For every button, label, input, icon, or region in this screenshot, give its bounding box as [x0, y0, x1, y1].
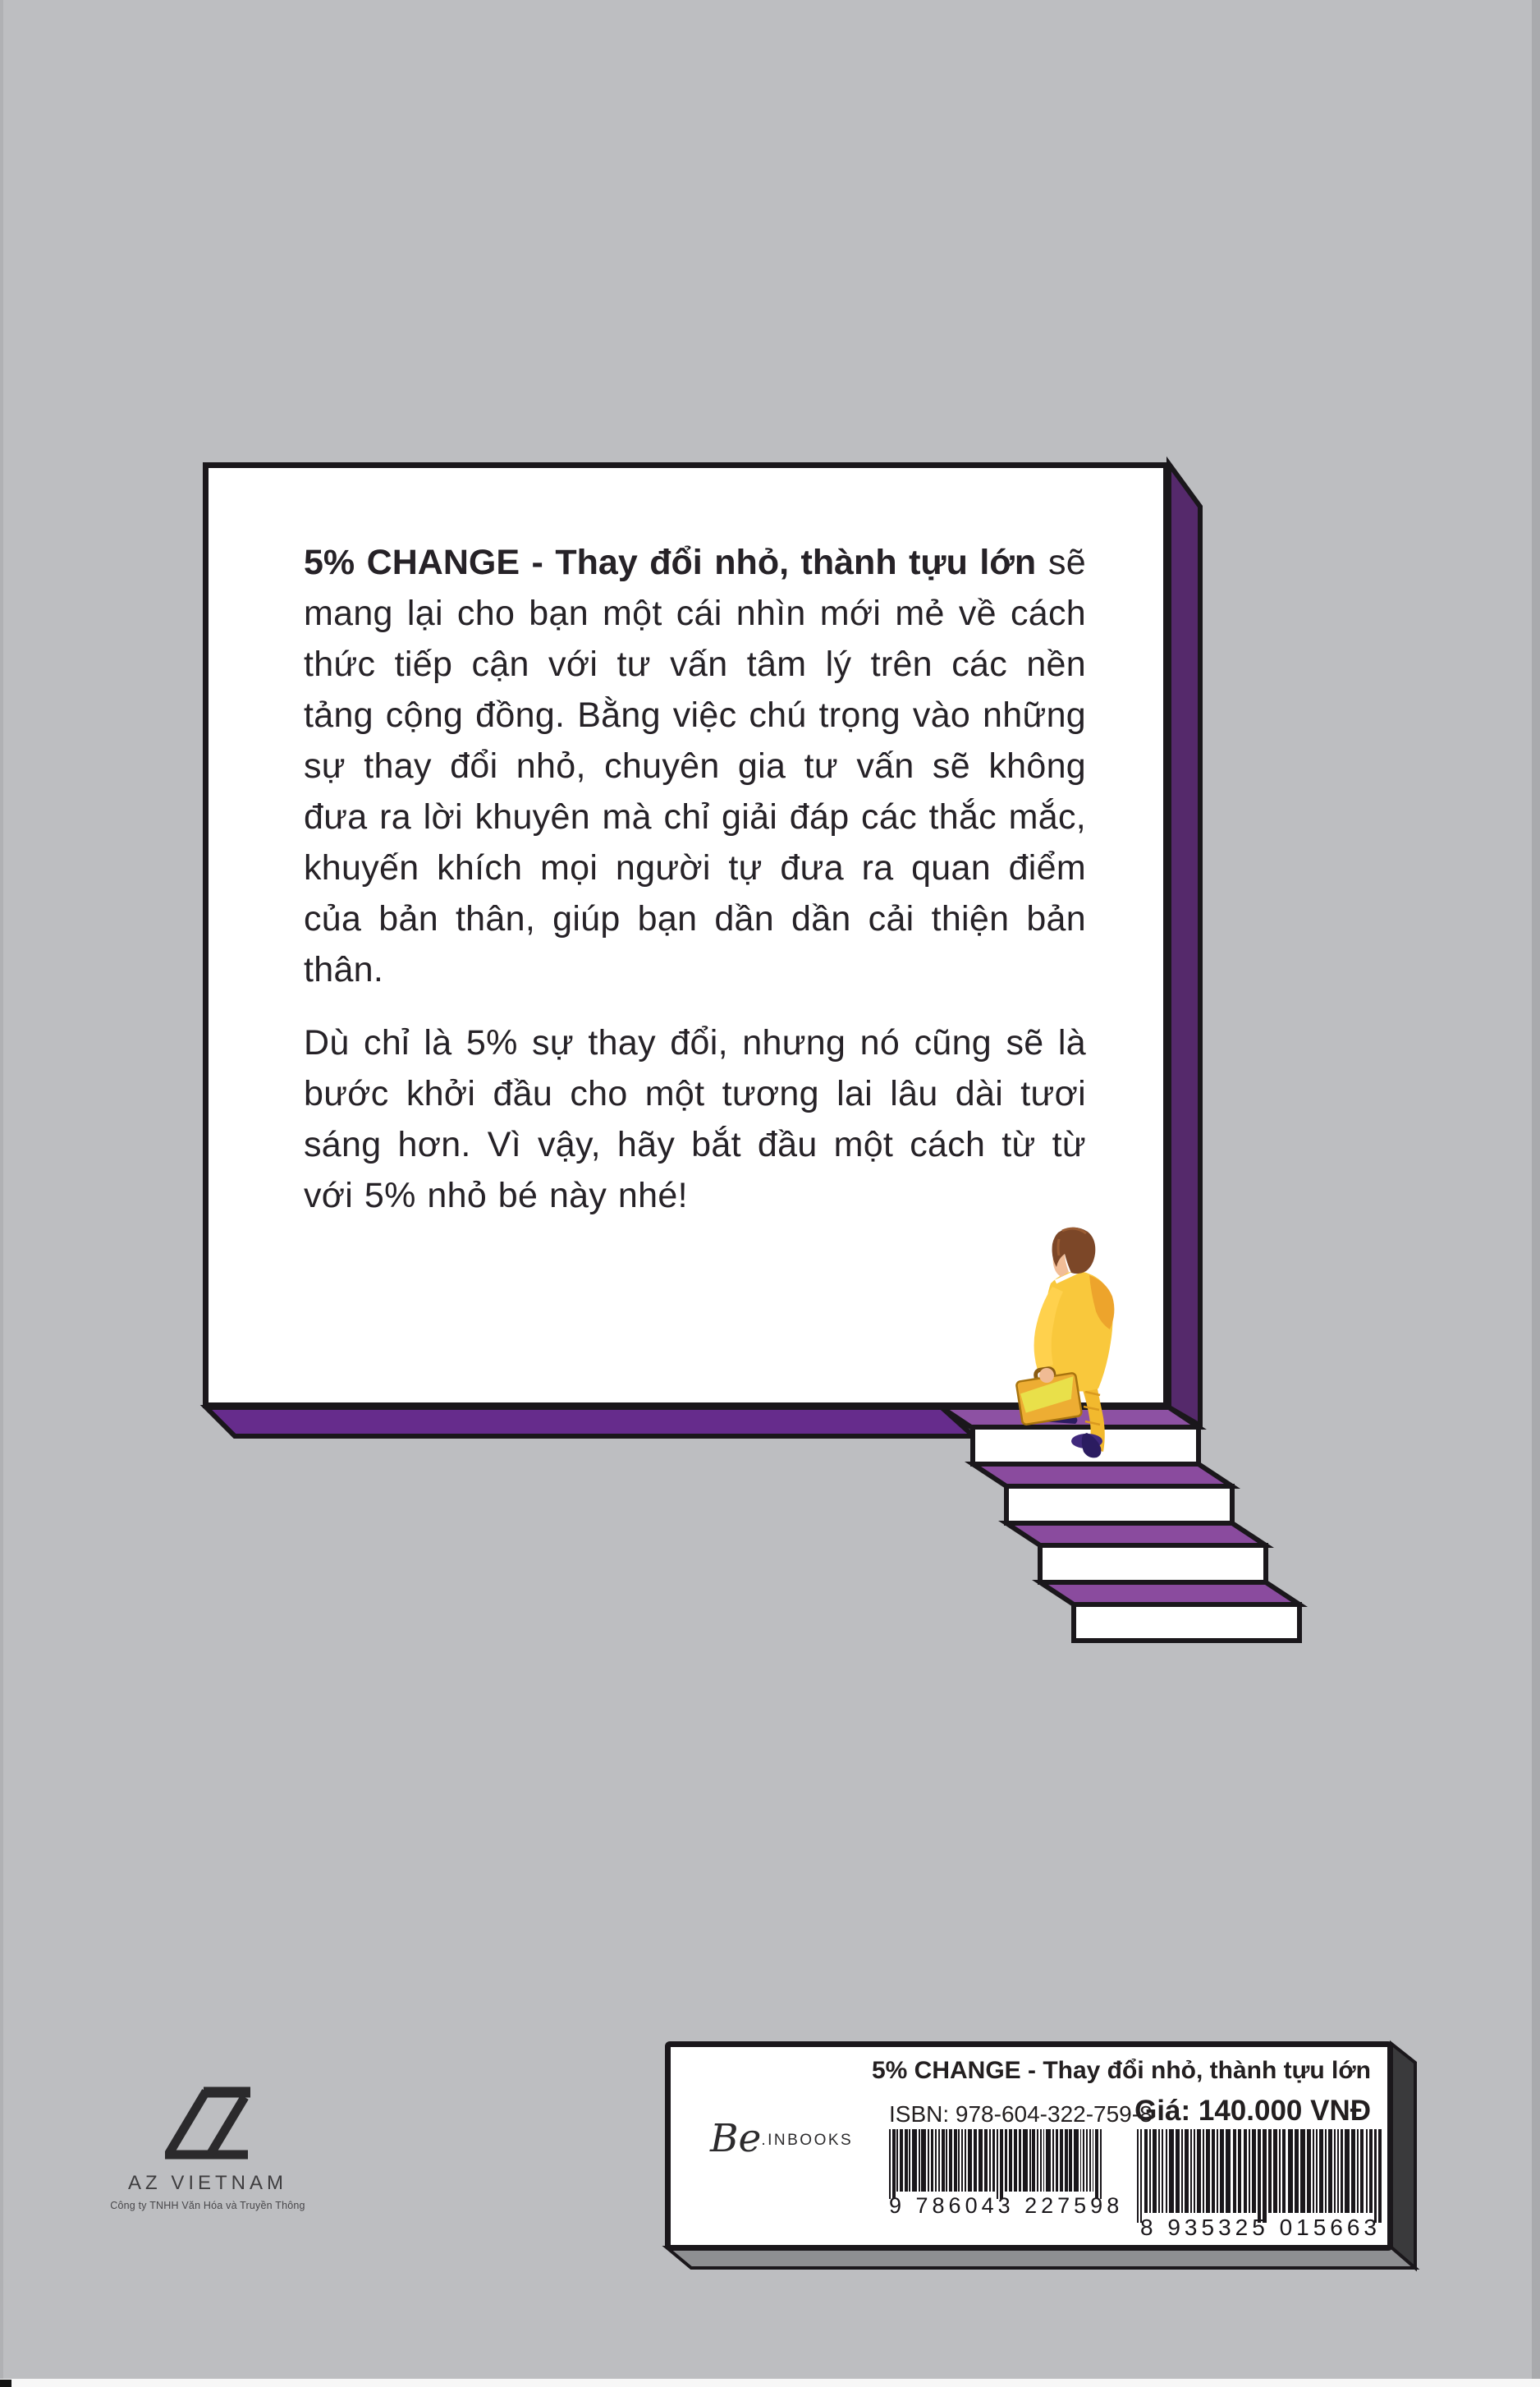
- blurb-paragraph-2: Dù chỉ là 5% sự thay đổi, nhưng nó cũng sẽ là bước khởi đầu cho một tương lai lâu dài tươi sáng hơn. Vì vậy, hãy bắt đầu một cách từ từ với 5% nhỏ bé này nhé!: [304, 1023, 1086, 1215]
- panel-book-title: 5% CHANGE - Thay đổi nhỏ, thành tựu lớn: [871, 2057, 1371, 2084]
- blurb-text-block: [209, 468, 1163, 1221]
- publisher-subtitle: Công ty TNHH Văn Hóa và Truyền Thông: [110, 2200, 305, 2211]
- beinbooks-script: Be: [710, 2116, 762, 2161]
- ean-barcode: [1137, 2129, 1384, 2241]
- ean-barcode-digits: 8 935325 015663: [1140, 2215, 1381, 2240]
- az-triangle-icon: [165, 2084, 250, 2160]
- publisher-logo: [105, 2084, 310, 2211]
- barcode-panel: [665, 2041, 1393, 2251]
- isbn-barcode: [889, 2129, 1124, 2219]
- beinbooks-rest: .INBOOKS: [761, 2132, 854, 2149]
- panel-side-face: [1391, 2044, 1415, 2268]
- blurb-paragraph-1-text: sẽ mang lại cho bạn một cái nhìn mới mẻ về cách thức tiếp cận với tư vấn tâm lý trên các nền tảng cộng đồng. Bằng việc chú trọng vào những sự thay đổi nhỏ, chuyên gia tư vấn sẽ không đưa ra lời khuyên mà chỉ giải đáp các thắc mắc, khuyến khích mọi người tự đưa ra quan điểm của bản thân, giúp bạn dần dần cải thiện bản thân.: [304, 543, 1086, 989]
- businessman-illustration: [1010, 1219, 1157, 1466]
- hand: [1039, 1368, 1054, 1383]
- book-title-lead: 5% CHANGE - Thay đổi nhỏ, thành tựu lớn: [304, 543, 1037, 582]
- price-label: Giá: 140.000 VNĐ: [1134, 2095, 1371, 2127]
- blurb-paragraph-1: [304, 537, 1086, 995]
- publisher-name: AZ VIETNAM: [127, 2172, 287, 2194]
- isbn-label: ISBN: 978-604-322-759-8: [889, 2101, 1153, 2127]
- ean-barcode-bars: [1137, 2129, 1384, 2213]
- isbn-barcode-bars: [889, 2129, 1103, 2192]
- isbn-barcode-digits: 9 786043 227598: [889, 2193, 1124, 2218]
- beinbooks-logo: [710, 2116, 853, 2161]
